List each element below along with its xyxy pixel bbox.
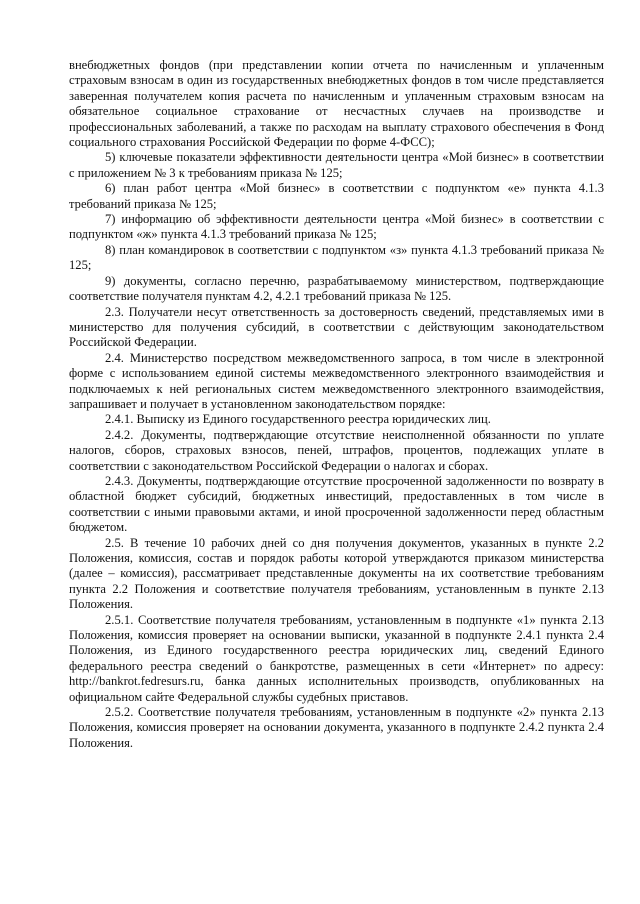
paragraph: 9) документы, согласно перечню, разрабатываемому министерством, подтверждающие соответствие получателя пунктам 4.2, 4.2.1 требований приказа № 125. [69,273,604,304]
paragraph: 2.4.3. Документы, подтверждающие отсутствие просроченной задолженности по возврату в областной бюджет субсидий, бюджетных инвестиций, предоставленных в том числе в соответствии с иными правовыми актами, и иной просроченной задолженности перед областным бюджетом. [69,473,604,535]
paragraph: 2.4.2. Документы, подтверждающие отсутствие неисполненной обязанности по уплате налогов, сборов, страховых взносов, пеней, штрафов, процентов, подлежащих уплате в соответствии с законодательством Российской Федерации о налогах и сборах. [69,427,604,473]
paragraph: 7) информацию об эффективности деятельности центра «Мой бизнес» в соответствии с подпунктом «ж» пункта 4.1.3 требований приказа № 125; [69,212,604,242]
paragraph: 2.5. В течение 10 рабочих дней со дня получения документов, указанных в пункте 2.2 Положения, комиссия, состав и порядок работы которой утверждаются приказом министерства (далее – комиссия), рассматривает представленные документы на их соответствие требованиям пункта 2.2 Положения и соответствие получателя требованиям, установленным в пункте 2.13 Положения. [69,535,604,612]
paragraph: 2.5.1. Соответствие получателя требованиям, установленным в подпункте «1» пункта 2.13 Положения, комиссия проверяет на основании выписки, указанной в подпункте 2.4.1 пункта 2.4 Положения, из Единого государственного реестра юридических лиц, сведений Единого федерального реестра сведений о банкротстве, размещенных в сети «Интернет» по адресу: http://bankrot.fedresurs.ru, банка данных исполнительных производств, опубликованных на официальном сайте Федеральной службы судебных приставов. [69,612,604,704]
document-body [69,58,604,751]
paragraph: внебюджетных фондов (при представлении копии отчета по начисленным и уплаченным страховым взносам в один из государственных внебюджетных фондов в том числе представляется заверенная получателем копия расчета по начисленным и уплаченным страховым взносам на обязательное социальное страхование от несчастных случаев на производстве и профессиональных заболеваний, а также по расходам на выплату страхового обеспечения в Фонд социального страхования Российской Федерации по форме 4-ФСС); [69,58,604,150]
paragraph: 5) ключевые показатели эффективности деятельности центра «Мой бизнес» в соответствии с приложением № 3 к требованиям приказа № 125; [69,150,604,180]
paragraph: 2.4. Министерство посредством межведомственного запроса, в том числе в электронной форме с использованием единой системы межведомственного электронного взаимодействия и подключаемых к ней региональных систем межведомственного электронного взаимодействия, запрашивает и получает в установленном законодательством порядке: [69,350,604,411]
paragraph: 2.3. Получатели несут ответственность за достоверность сведений, представляемых ими в министерство для получения субсидий, в соответствии с действующим законодательством Российской Федерации. [69,304,604,350]
paragraph: 8) план командировок в соответствии с подпунктом «з» пункта 4.1.3 требований приказа № 125; [69,242,604,273]
paragraph: 6) план работ центра «Мой бизнес» в соответствии с подпунктом «е» пункта 4.1.3 требований приказа № 125; [69,181,604,211]
paragraph: 2.5.2. Соответствие получателя требованиям, установленным в подпункте «2» пункта 2.13 Положения, комиссия проверяет на основании документа, указанного в подпункте 2.4.2 пункта 2.4 Положения. [69,705,604,750]
paragraph: 2.4.1. Выписку из Единого государственного реестра юридических лиц. [105,412,491,427]
